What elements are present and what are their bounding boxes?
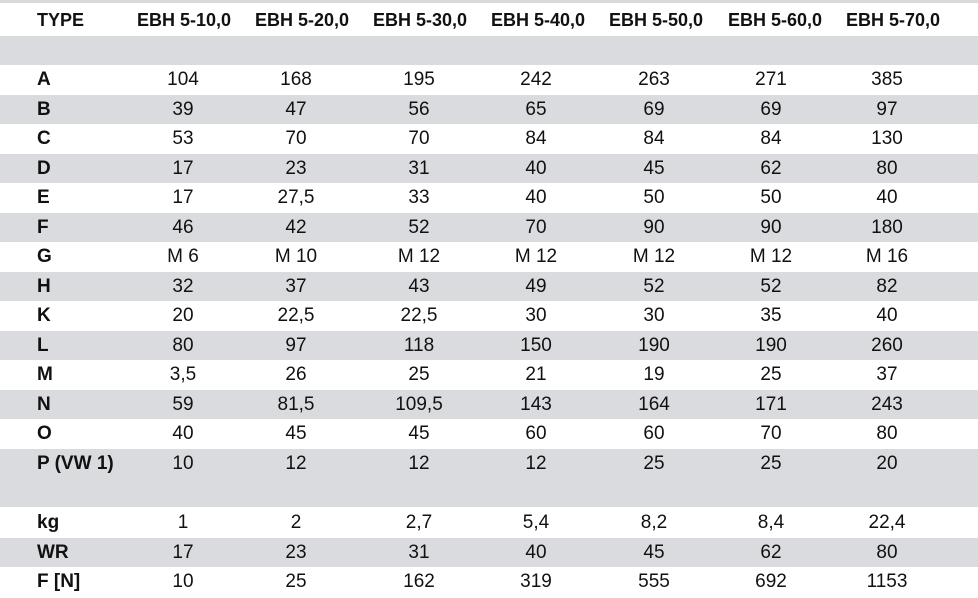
- dimension-row: [0, 154, 978, 183]
- table-cell: 2: [290, 512, 302, 533]
- table-cell: 19: [643, 364, 665, 385]
- table-cell: 80: [172, 334, 194, 356]
- dimension-row: [0, 124, 978, 153]
- dimension-row: [0, 360, 978, 389]
- table-cell: 37: [876, 364, 898, 385]
- table-cell: 40: [876, 305, 898, 326]
- table-cell: 69: [760, 98, 782, 120]
- table-cell: 90: [643, 216, 665, 238]
- type-header: TYPE: [37, 10, 85, 30]
- table-cell: 162: [403, 571, 435, 592]
- table-cell: 40: [525, 187, 547, 208]
- spacer-row: [0, 36, 978, 65]
- table-cell: 50: [643, 187, 665, 208]
- table-cell: 5,4: [522, 512, 550, 533]
- table-cell: 31: [408, 541, 430, 563]
- table-cell: 190: [638, 334, 670, 356]
- table-cell: 43: [408, 275, 430, 297]
- table-cell: 171: [755, 393, 787, 415]
- table-cell: 45: [643, 157, 665, 179]
- table-cell: 60: [525, 423, 547, 444]
- property-row: [0, 567, 978, 596]
- table-cell: M 16: [865, 246, 909, 267]
- table-cell: 81,5: [277, 393, 315, 415]
- table-cell: 692: [755, 571, 787, 592]
- table-cell: 130: [871, 128, 903, 149]
- table-cell: 80: [876, 541, 898, 563]
- table-cell: 22,5: [400, 305, 438, 326]
- table-cell: 12: [525, 452, 547, 474]
- table-cell: 195: [403, 69, 435, 90]
- dimension-row: [0, 301, 978, 330]
- model-header: EBH 5-10,0: [136, 10, 232, 30]
- table-cell: M 12: [749, 246, 793, 267]
- table-cell: 40: [876, 187, 898, 208]
- table-cell: 22,4: [868, 512, 906, 533]
- table-cell: 42: [285, 216, 307, 238]
- dimension-row: [0, 419, 978, 448]
- table-cell: 1153: [866, 571, 908, 592]
- table-cell: 82: [876, 275, 898, 297]
- dimension-row: [0, 272, 978, 301]
- row-label: E: [37, 187, 50, 208]
- table-cell: 62: [760, 541, 782, 563]
- table-cell: 27,5: [277, 187, 315, 208]
- property-row: [0, 508, 978, 537]
- table-cell: 2,7: [405, 512, 433, 533]
- table-cell: 50: [760, 187, 782, 208]
- table-cell: 45: [643, 541, 665, 563]
- table-cell: 31: [408, 157, 430, 179]
- dimension-row: [0, 390, 978, 419]
- table-cell: 65: [525, 98, 547, 120]
- table-cell: M 10: [274, 246, 318, 267]
- table-cell: 40: [525, 541, 547, 563]
- table-cell: 70: [285, 128, 307, 149]
- row-label: N: [37, 393, 51, 415]
- row-label: WR: [37, 541, 69, 563]
- table-cell: 20: [172, 305, 194, 326]
- row-label: L: [37, 334, 49, 356]
- dimension-row: [0, 65, 978, 94]
- table-cell: 26: [285, 364, 307, 385]
- dimension-row: [0, 449, 978, 478]
- table-cell: M 12: [632, 246, 676, 267]
- table-cell: 35: [760, 305, 782, 326]
- table-cell: 104: [167, 69, 199, 90]
- row-label: P (VW 1): [37, 452, 114, 474]
- table-cell: 260: [871, 334, 903, 356]
- table-cell: 150: [520, 334, 552, 356]
- table-cell: 22,5: [277, 305, 315, 326]
- table-cell: 17: [172, 541, 194, 563]
- table-cell: 70: [760, 423, 782, 444]
- separator-row: [0, 478, 978, 507]
- table-cell: 53: [172, 128, 194, 149]
- table-cell: 84: [525, 128, 547, 149]
- dimension-row: [0, 213, 978, 242]
- dimension-row: [0, 183, 978, 212]
- row-label: F: [37, 216, 49, 238]
- table-cell: 190: [755, 334, 787, 356]
- table-cell: 25: [760, 452, 782, 474]
- table-cell: 10: [172, 571, 194, 592]
- table-cell: 10: [172, 452, 194, 474]
- table-cell: 17: [172, 187, 194, 208]
- table-cell: 40: [172, 423, 194, 444]
- table-cell: 164: [638, 393, 670, 415]
- table-cell: 84: [643, 128, 665, 149]
- table-cell: M 12: [397, 246, 441, 267]
- table-cell: 32: [172, 275, 194, 297]
- table-cell: 69: [643, 98, 665, 120]
- table-cell: 40: [525, 157, 547, 179]
- table-cell: 52: [408, 216, 430, 238]
- row-label: K: [37, 305, 51, 326]
- model-header: EBH 5-30,0: [372, 10, 468, 30]
- table-cell: 90: [760, 216, 782, 238]
- header-row: [0, 6, 978, 35]
- table-cell: 30: [643, 305, 665, 326]
- table-cell: 17: [172, 157, 194, 179]
- table-cell: 70: [525, 216, 547, 238]
- table-cell: 271: [755, 69, 787, 90]
- row-label: C: [37, 128, 51, 149]
- table-cell: 30: [525, 305, 547, 326]
- row-label: F [N]: [37, 571, 81, 592]
- table-cell: 52: [643, 275, 665, 297]
- table-cell: 25: [285, 571, 307, 592]
- table-cell: 243: [871, 393, 903, 415]
- table-cell: 12: [408, 452, 430, 474]
- table-cell: 45: [408, 423, 430, 444]
- row-label: M: [37, 364, 53, 385]
- row-label: H: [37, 275, 51, 297]
- table-cell: 25: [408, 364, 430, 385]
- model-header: EBH 5-70,0: [845, 10, 941, 30]
- top-rule: [0, 0, 978, 3]
- table-cell: 8,4: [757, 512, 785, 533]
- table-cell: 23: [285, 157, 307, 179]
- table-cell: 1: [177, 512, 189, 533]
- table-cell: 23: [285, 541, 307, 563]
- table-cell: 168: [280, 69, 312, 90]
- row-label: G: [37, 246, 52, 267]
- row-label: A: [37, 69, 51, 90]
- table-cell: M 12: [514, 246, 558, 267]
- table-cell: 319: [520, 571, 552, 592]
- table-cell: 143: [520, 393, 552, 415]
- model-header: EBH 5-20,0: [254, 10, 350, 30]
- table-cell: 70: [408, 128, 430, 149]
- table-cell: 385: [871, 69, 903, 90]
- table-cell: 12: [285, 452, 307, 474]
- table-cell: M 6: [167, 246, 199, 267]
- table-cell: 84: [760, 128, 782, 149]
- dimension-row: [0, 242, 978, 271]
- table-cell: 33: [408, 187, 430, 208]
- table-cell: 180: [871, 216, 903, 238]
- model-header: EBH 5-50,0: [608, 10, 704, 30]
- table-cell: 8,2: [640, 512, 668, 533]
- table-cell: 25: [643, 452, 665, 474]
- model-header: EBH 5-40,0: [490, 10, 586, 30]
- table-cell: 97: [285, 334, 307, 356]
- row-label: O: [37, 423, 52, 444]
- table-cell: 60: [643, 423, 665, 444]
- property-row: [0, 538, 978, 567]
- dimension-row: [0, 95, 978, 124]
- table-cell: 263: [638, 69, 670, 90]
- table-cell: 49: [525, 275, 547, 297]
- table-cell: 555: [638, 571, 670, 592]
- table-cell: 25: [760, 364, 782, 385]
- row-label: B: [37, 98, 51, 120]
- table-cell: 37: [285, 275, 307, 297]
- model-header: EBH 5-60,0: [727, 10, 823, 30]
- table-cell: 109,5: [395, 393, 443, 415]
- table-cell: 47: [285, 98, 307, 120]
- table-cell: 56: [408, 98, 430, 120]
- table-cell: 21: [525, 364, 547, 385]
- dimension-row: [0, 331, 978, 360]
- table-cell: 80: [876, 423, 898, 444]
- table-cell: 62: [760, 157, 782, 179]
- row-label: D: [37, 157, 51, 179]
- table-cell: 80: [876, 157, 898, 179]
- table-cell: 59: [172, 393, 194, 415]
- table-cell: 39: [172, 98, 194, 120]
- table-cell: 46: [172, 216, 194, 238]
- table-cell: 242: [520, 69, 552, 90]
- table-cell: 97: [876, 98, 898, 120]
- table-cell: 45: [285, 423, 307, 444]
- table-cell: 3,5: [169, 364, 197, 385]
- table-cell: 20: [876, 452, 898, 474]
- table-cell: 118: [403, 334, 435, 356]
- row-label: kg: [37, 512, 60, 533]
- table-cell: 52: [760, 275, 782, 297]
